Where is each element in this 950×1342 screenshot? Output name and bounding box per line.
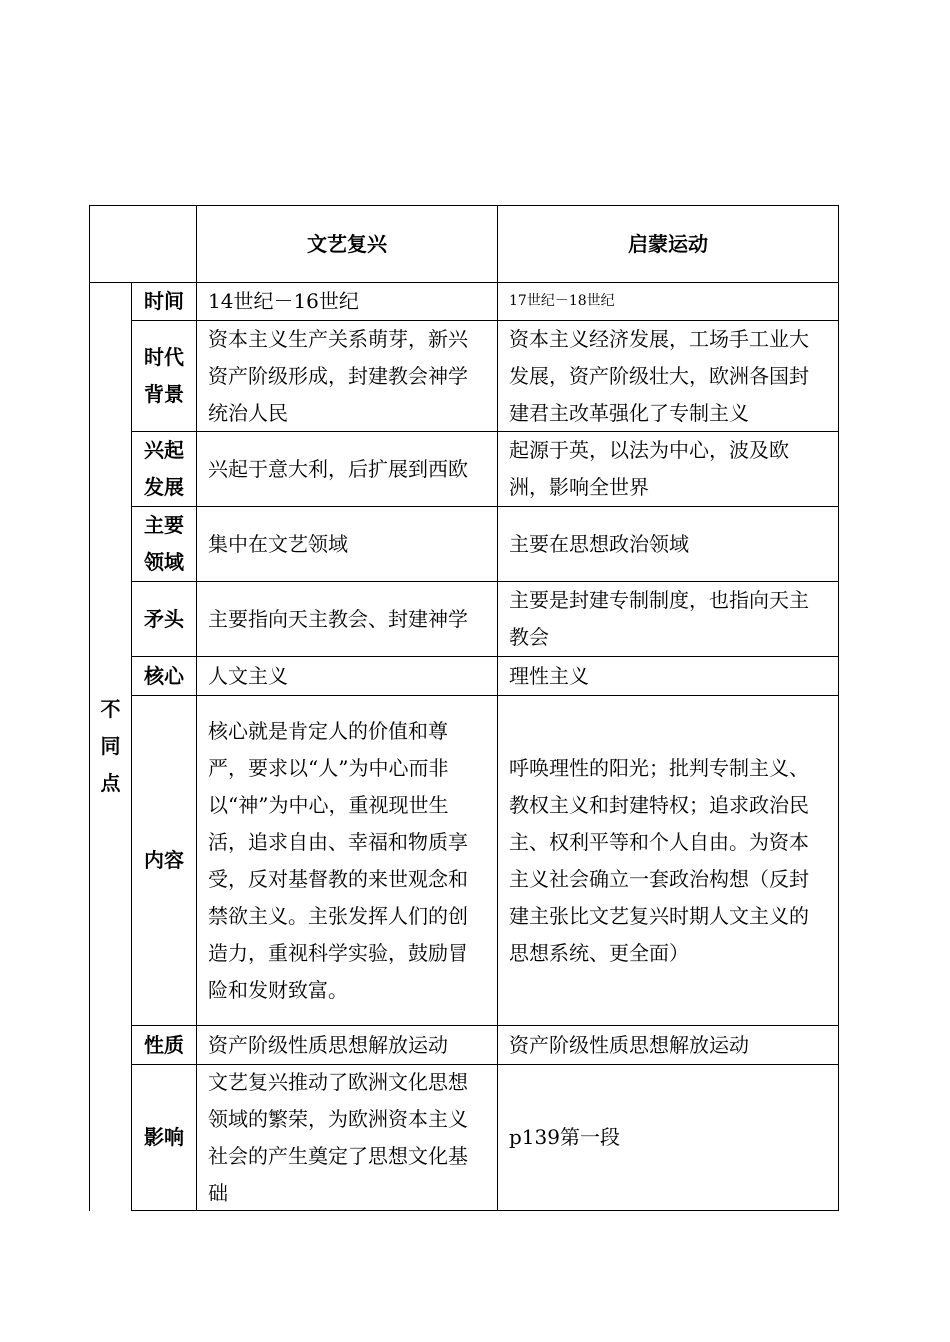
cell-enlightenment-core: 理性主义 [509, 663, 589, 688]
cell-renaissance-impact: 文艺复兴推动了欧洲文化思想领域的繁荣，为欧洲资本主义社会的产生奠定了思想文化基础 [208, 1069, 468, 1205]
header-renaissance: 文艺复兴 [307, 231, 387, 256]
row-label-background: 时代背景 [144, 345, 184, 406]
cell-enlightenment-nature: 资产阶级性质思想解放运动 [509, 1032, 749, 1057]
cell-enlightenment-field: 主要在思想政治领域 [509, 531, 689, 556]
row-label-rise: 兴起发展 [144, 438, 184, 499]
cell-enlightenment-rise: 起源于英，以法为中心，波及欧洲，影响全世界 [509, 438, 789, 499]
row-label-content: 内容 [144, 848, 184, 872]
cell-renaissance-target: 主要指向天主教会、封建神学 [208, 606, 468, 631]
cell-renaissance-background: 资本主义生产关系萌芽，新兴资产阶级形成，封建教会神学统治人民 [208, 326, 468, 425]
cell-renaissance-content: 核心就是肯定人的价值和尊严，要求以“人”为中心而非以“神”为中心，重视现世生活，追求自由、幸福和物质享受，反对基督教的来世观念和禁欲主义。主张发挥人们的创造力，重视科学实验，鼓励冒险和发财致富。 [208, 718, 468, 1002]
cell-enlightenment-target: 主要是封建专制制度，也指向天主教会 [509, 588, 809, 649]
cell-renaissance-core: 人文主义 [208, 663, 288, 688]
side-label-differences: 不同点 [100, 697, 121, 795]
table-border-right [838, 205, 839, 1211]
row-label-nature: 性质 [144, 1032, 184, 1057]
cell-renaissance-field: 集中在文艺领域 [208, 531, 348, 556]
row-label-target: 矛头 [144, 606, 184, 631]
cell-renaissance-rise: 兴起于意大利，后扩展到西欧 [208, 456, 468, 481]
cell-renaissance-time: 14世纪－16世纪 [208, 289, 359, 313]
cell-enlightenment-time: 17世纪－18世纪 [509, 293, 615, 309]
row-label-time: 时间 [144, 289, 184, 313]
cell-enlightenment-background: 资本主义经济发展，工场手工业大发展，资产阶级壮大，欧洲各国封建君主改革强化了专制主义 [509, 326, 809, 425]
row-label-impact: 影响 [144, 1125, 184, 1149]
row-label-core: 核心 [144, 663, 184, 688]
header-enlightenment: 启蒙运动 [628, 231, 708, 256]
cell-enlightenment-impact: p139第一段 [509, 1125, 620, 1149]
cell-enlightenment-content: 呼唤理性的阳光；批判专制主义、教权主义和封建特权；追求政治民主、权利平等和个人自由。为资本主义社会确立一套政治构想（反封建主张比文艺复兴时期人文主义的思想系统、更全面） [509, 755, 809, 965]
row-label-field: 主要领域 [144, 513, 184, 574]
cell-renaissance-nature: 资产阶级性质思想解放运动 [208, 1032, 448, 1057]
